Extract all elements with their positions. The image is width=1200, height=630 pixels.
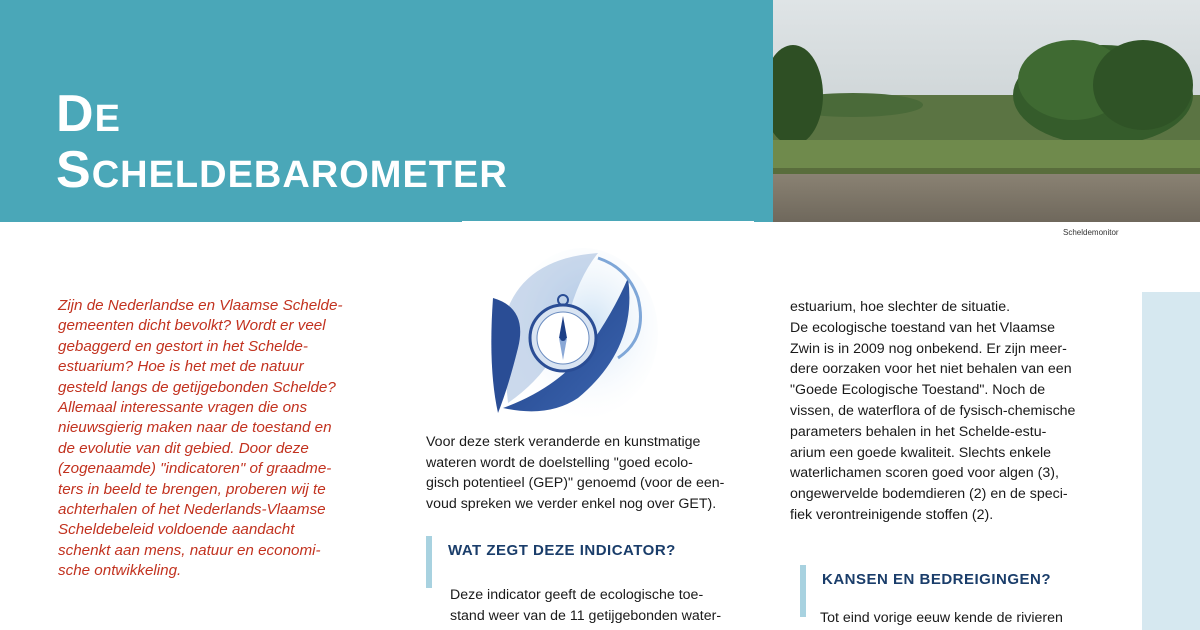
text-line: Voor deze sterk veranderde en kunstmatige <box>426 434 701 450</box>
text-line: arium een goede kwaliteit. Slechts enkele <box>790 444 1052 461</box>
text-line: nieuwsgierig maken naar de toestand en <box>58 419 332 437</box>
text-line: estuarium? Hoe is het met de natuur <box>58 358 304 376</box>
text-line: gesteld langs de getijgebonden Schelde? <box>58 378 336 396</box>
page-title <box>56 85 508 199</box>
title-line-1: DE <box>56 85 121 143</box>
middle-column-paragraph-2 <box>450 585 721 626</box>
header-divider <box>462 221 754 223</box>
intro-text <box>58 296 423 582</box>
text-line: De ecologische toestand van het Vlaamse <box>790 319 1055 336</box>
text-line: parameters behalen in het Schelde-estu- <box>790 423 1047 440</box>
section-heading-text: WAT ZEGT DEZE INDICATOR? <box>448 542 676 559</box>
text-line: gebaggerd en gestort in het Schelde- <box>58 337 308 355</box>
right-column-paragraph <box>790 297 1075 526</box>
right-column-paragraph-2 <box>820 608 1063 629</box>
text-line: sche ontwikkeling. <box>58 562 182 580</box>
text-line: schenkt aan mens, natuur en economi- <box>58 541 321 559</box>
river-landscape-photo <box>773 0 1200 222</box>
text-line: Scheldebeleid voldoende aandacht <box>58 521 295 539</box>
title-line-2: SCHELDEBAROMETER <box>56 141 508 199</box>
text-line: Allemaal interessante vragen die ons <box>58 399 308 417</box>
compass-logo-icon <box>488 238 658 428</box>
text-line: de evolutie van dit gebied. Door deze <box>58 439 309 457</box>
text-line: vissen, de waterflora of de fysisch-chemische <box>790 402 1076 419</box>
text-line: ters in beeld te brengen, proberen wij te <box>58 480 326 498</box>
text-line: waterlichamen scoren goed voor algen (3), <box>790 465 1059 482</box>
text-line: stand weer van de 11 getijgebonden water- <box>450 607 722 624</box>
text-line: Zwin is in 2009 nog onbekend. Er zijn meer- <box>790 340 1067 357</box>
side-accent-strip <box>1142 292 1200 630</box>
middle-column-paragraph <box>426 432 766 514</box>
text-line: Zijn de Nederlandse en Vlaamse Schelde- <box>58 297 343 314</box>
text-line: (zogenaamde) "indicatoren" of graadme- <box>58 460 332 478</box>
section-accent-bar <box>800 565 806 617</box>
text-line: Tot eind vorige eeuw kende de rivieren <box>820 610 1063 626</box>
section-heading-text: KANSEN EN BEDREIGINGEN? <box>822 571 1052 588</box>
text-line: gisch potentieel (GEP)" genoemd (voor de een- <box>426 475 725 491</box>
text-line: gemeenten dicht bevolkt? Wordt er veel <box>58 317 326 335</box>
text-line: ongewervelde bodemdieren (2) en de speci- <box>790 486 1068 503</box>
text-line: estuarium, hoe slechter de situatie. <box>790 299 1011 315</box>
text-line: achterhalen of het Nederlands-Vlaamse <box>58 501 326 519</box>
text-line: dere oorzaken voor het niet behalen van een <box>790 361 1072 378</box>
text-line: "Goede Ecologische Toestand". Noch de <box>790 382 1046 399</box>
text-line: wateren wordt de doelstelling "goed ecolo- <box>426 454 693 471</box>
photo-caption: Scheldemonitor <box>1063 228 1119 237</box>
text-line: Deze indicator geeft de ecologische toe- <box>450 587 704 603</box>
text-line: voud spreken we verder enkel nog over GET). <box>426 495 717 512</box>
section-accent-bar <box>426 536 432 588</box>
text-line: fiek verontreinigende stoffen (2). <box>790 506 994 523</box>
